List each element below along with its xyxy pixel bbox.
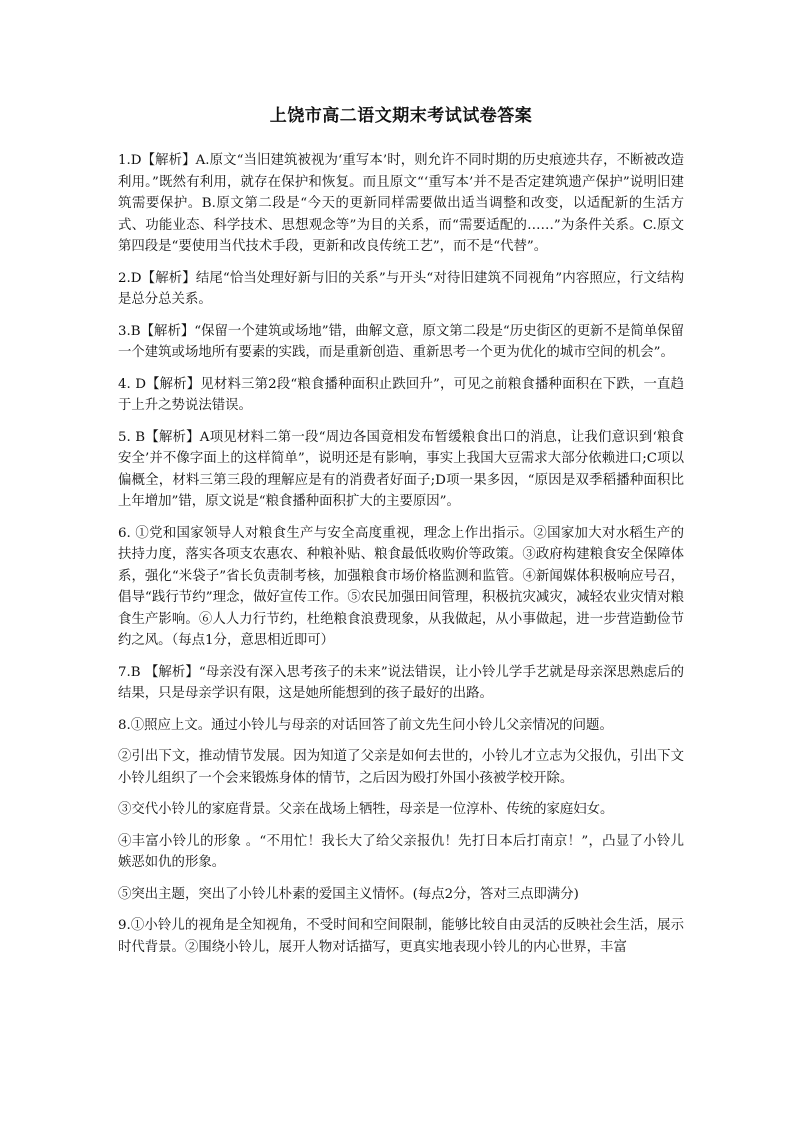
answer-7: 7.B 【解析】“母亲没有深入思考孩子的未来”说法错误，让小铃儿学手艺就是母亲深思熟虑后的结果，只是母亲学识有限，这是她所能想到的孩子最好的出路。 xyxy=(118,664,684,701)
answer-3: 3.B【解析】“保留一个建筑或场地”错，曲解文意，原文第二段是“历史街区的更新不是简单保留一个建筑或场地所有要素的实践，而是重新创造、重新思考一个更为优化的城市空间的机会”。 xyxy=(118,323,684,360)
answer-8-point-4: ④丰富小铃儿的形象 。“不用忙！我长大了给父亲报仇！先打日本后打南京！”，凸显了小铃儿嫉恶如仇的形象。 xyxy=(118,833,684,870)
answer-8-point-2: ②引出下文，推动情节发展。因为知道了父亲是如何去世的，小铃儿才立志为父报仇，引出下文小铃儿组织了一个会来锻炼身体的情节，之后因为殴打外国小孩被学校开除。 xyxy=(118,749,684,786)
answer-document xyxy=(118,104,684,968)
answer-8-point-5: ⑤突出主题，突出了小铃儿朴素的爱国主义情怀。(每点2分，答对三点即满分) xyxy=(118,886,579,902)
answer-5: 5. B【解析】A项见材料二第一段“周边各国竟相发布暂缓粮食出口的消息，让我们意识到‘粮食安全’并不像字面上的这样简单”，说明还是有影响，事实上我国大豆需求大部分依赖进口;C项以偏概全，材料三第三段的理解应是有的消费者好面子;D项一果多因，“原因是双季稻播种面积比上年增加”错，原文说是“粮食播种面积扩大的主要原因”。 xyxy=(118,429,684,509)
answer-8-point-1: 8.①照应上文。通过小铃儿与母亲的对话回答了前文先生问小铃儿父亲情况的问题。 xyxy=(118,717,613,733)
answer-9: 9.①小铃儿的视角是全知视角，不受时间和空间限制，能够比较自由灵活的反映社会生活，展示时代背景。②围绕小铃儿，展开人物对话描写，更真实地表现小铃儿的内心世界，丰富 xyxy=(118,918,684,955)
document-title: 上饶市高二语文期末考试试卷答案 xyxy=(269,106,533,126)
answer-4: 4. D【解析】见材料三第2段“粮食播种面积止跌回升”，可见之前粮食播种面积在下跌，一直趋于上升之势说法错误。 xyxy=(118,376,684,413)
answer-6: 6. ①党和国家领导人对粮食生产与安全高度重视，理念上作出指示。②国家加大对水稻生产的扶持力度，落实各项支农惠农、种粮补贴、粮食最低收购价等政策。③政府构建粮食安全保障体系，强化“米袋子”省长负责制考核，加强粮食市场价格监测和监管。④新闻媒体积极响应号召，倡导“践行节约”理念，做好宣传工作。⑤农民加强田间管理，积极抗灾减灾，减轻农业灾情对粮食生产影响。⑥人人力行节约，杜绝粮食浪费现象，从我做起，从小事做起，进一步营造勤俭节约之风。（每点1分，意思相近即可） xyxy=(118,525,684,648)
answer-2: 2.D【解析】结尾“恰当处理好新与旧的关系”与开头“对待旧建筑不同视角”内容照应，行文结构是总分总关系。 xyxy=(118,270,684,307)
answer-1: 1.D【解析】A.原文“当旧建筑被视为‘重写本’时，则允许不同时期的历史痕迹共存，不断被改造利用。”既然有利用，就存在保护和恢复。而且原文“‘重写本’并不是否定建筑遗产保护”说明旧建筑需要保护。B.原文第二段是“今天的更新同样需要做出适当调整和改变，以适配新的生活方式、功能业态、科学技术、思想观念等”为目的关系，而“需要适配的……”为条件关系。C.原文第四段是“要使用当代技术手段，更新和改良传统工艺”，而不是“代替”。 xyxy=(118,153,684,254)
answer-8-point-3: ③交代小铃儿的家庭背景。父亲在战场上牺牲，母亲是一位淳朴、传统的家庭妇女。 xyxy=(118,802,614,817)
